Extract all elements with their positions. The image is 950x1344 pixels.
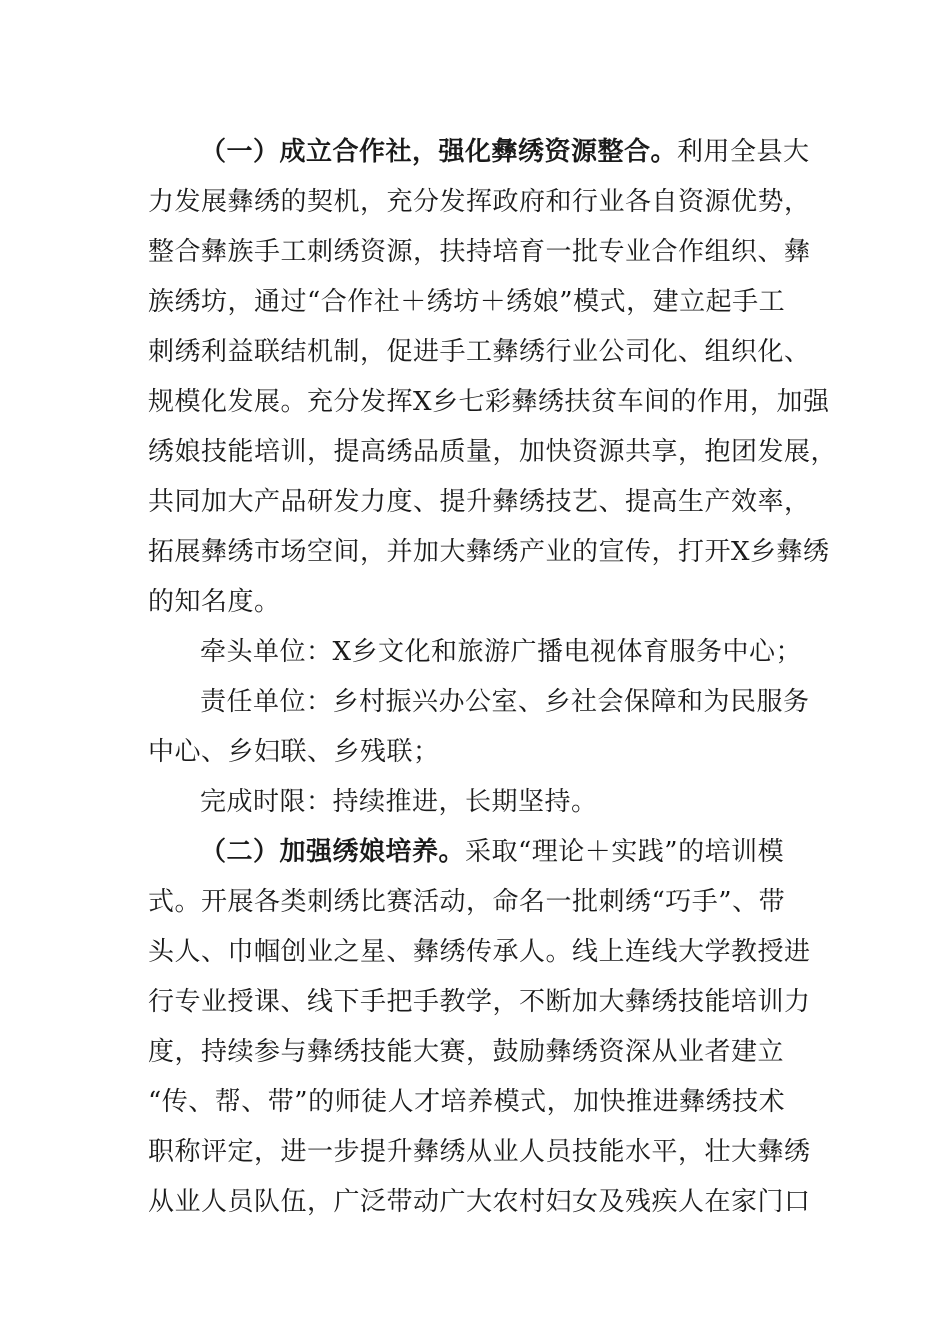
section2-line-6: “传、帮、带”的师徒人才培养模式，加快推进彝绣技术 xyxy=(148,1087,786,1117)
section2-line-2: 式。开展各类刺绣比赛活动，命名一批刺绣“巧手”、带 xyxy=(148,887,786,917)
section2-line-1 xyxy=(200,837,784,867)
section1-line-1-text: 利用全县大 xyxy=(677,137,810,167)
section1-line-3: 整合彝族手工刺绣资源，扶持培育一批专业合作组织、彝 xyxy=(148,237,811,267)
section2-line-1-text: 采取“理论＋实践”的培训模 xyxy=(465,837,785,867)
section1-heading: （一）成立合作社，强化彝绣资源整合。 xyxy=(200,137,678,167)
section1-line-4: 族绣坊，通过“合作社＋绣坊＋绣娘”模式，建立起手工 xyxy=(148,287,786,317)
section1-line-9: 拓展彝绣市场空间，并加大彝绣产业的宣传，打开X乡彝绣 xyxy=(148,537,830,567)
section1-line-10: 的知名度。 xyxy=(148,587,281,617)
section2-line-7: 职称评定，进一步提升彝绣从业人员技能水平，壮大彝绣 xyxy=(148,1137,811,1167)
section2-line-5: 度，持续参与彝绣技能大赛，鼓励彝绣资深从业者建立 xyxy=(148,1037,785,1067)
lead-unit: 牵头单位：X乡文化和旅游广播电视体育服务中心； xyxy=(200,637,803,667)
section1-line-8: 共同加大产品研发力度、提升彝绣技艺、提高生产效率， xyxy=(148,487,811,517)
section1-line-6: 规模化发展。充分发挥X乡七彩彝绣扶贫车间的作用，加强 xyxy=(148,387,830,417)
section2-heading: （二）加强绣娘培养。 xyxy=(200,837,466,867)
section2-line-8: 从业人员队伍，广泛带动广大农村妇女及残疾人在家门口 xyxy=(148,1187,811,1217)
section1-line-2: 力发展彝绣的契机，充分发挥政府和行业各自资源优势， xyxy=(148,187,811,217)
section1-line-5: 刺绣利益联结机制，促进手工彝绣行业公司化、组织化、 xyxy=(148,337,811,367)
responsible-unit-line-2: 中心、乡妇联、乡残联； xyxy=(148,737,440,767)
deadline: 完成时限：持续推进，长期坚持。 xyxy=(200,787,598,817)
responsible-unit-line-1: 责任单位：乡村振兴办公室、乡社会保障和为民服务 xyxy=(200,687,810,717)
section2-line-3: 头人、巾帼创业之星、彝绣传承人。线上连线大学教授进 xyxy=(148,937,811,967)
section2-line-4: 行专业授课、线下手把手教学，不断加大彝绣技能培训力 xyxy=(148,987,811,1017)
section1-line-7: 绣娘技能培训，提高绣品质量，加快资源共享，抱团发展， xyxy=(148,437,838,467)
section1-line-1 xyxy=(200,137,810,167)
